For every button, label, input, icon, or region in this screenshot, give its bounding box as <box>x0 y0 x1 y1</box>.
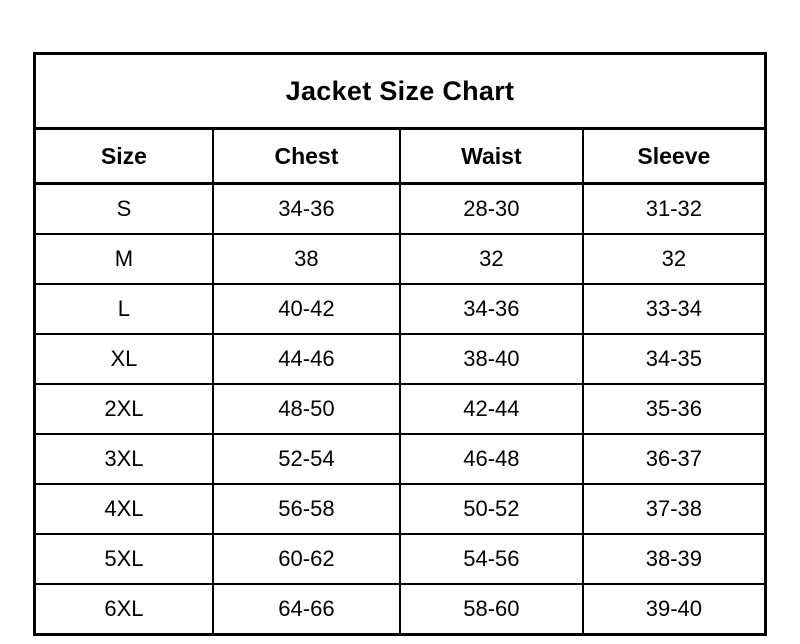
cell-sleeve: 35-36 <box>583 384 766 434</box>
cell-size: XL <box>35 334 213 384</box>
table-row <box>35 334 766 384</box>
column-header-sleeve: Sleeve <box>583 129 766 184</box>
cell-chest: 64-66 <box>213 584 400 635</box>
column-header-size: Size <box>35 129 213 184</box>
cell-sleeve: 34-35 <box>583 334 766 384</box>
table-row <box>35 534 766 584</box>
cell-chest: 44-46 <box>213 334 400 384</box>
size-chart-container <box>33 52 767 621</box>
cell-waist: 28-30 <box>400 184 583 235</box>
cell-chest: 40-42 <box>213 284 400 334</box>
cell-sleeve: 39-40 <box>583 584 766 635</box>
table-row <box>35 284 766 334</box>
page-title: Jacket Size Chart <box>35 54 766 129</box>
cell-sleeve: 37-38 <box>583 484 766 534</box>
cell-sleeve: 36-37 <box>583 434 766 484</box>
table-row <box>35 484 766 534</box>
cell-size: 6XL <box>35 584 213 635</box>
cell-waist: 54-56 <box>400 534 583 584</box>
cell-waist: 38-40 <box>400 334 583 384</box>
header-row <box>35 129 766 184</box>
column-header-waist: Waist <box>400 129 583 184</box>
table-row <box>35 434 766 484</box>
cell-size: M <box>35 234 213 284</box>
column-header-chest: Chest <box>213 129 400 184</box>
title-row <box>35 54 766 129</box>
table-row <box>35 584 766 635</box>
cell-chest: 52-54 <box>213 434 400 484</box>
cell-waist: 32 <box>400 234 583 284</box>
cell-size: S <box>35 184 213 235</box>
cell-waist: 58-60 <box>400 584 583 635</box>
cell-size: 4XL <box>35 484 213 534</box>
cell-sleeve: 38-39 <box>583 534 766 584</box>
table-row <box>35 384 766 434</box>
cell-size: 3XL <box>35 434 213 484</box>
cell-chest: 48-50 <box>213 384 400 434</box>
cell-chest: 60-62 <box>213 534 400 584</box>
cell-size: 5XL <box>35 534 213 584</box>
table-row <box>35 234 766 284</box>
cell-waist: 42-44 <box>400 384 583 434</box>
cell-sleeve: 31-32 <box>583 184 766 235</box>
cell-sleeve: 33-34 <box>583 284 766 334</box>
cell-waist: 34-36 <box>400 284 583 334</box>
cell-waist: 50-52 <box>400 484 583 534</box>
table-row <box>35 184 766 235</box>
cell-chest: 34-36 <box>213 184 400 235</box>
cell-waist: 46-48 <box>400 434 583 484</box>
cell-chest: 56-58 <box>213 484 400 534</box>
cell-chest: 38 <box>213 234 400 284</box>
cell-size: 2XL <box>35 384 213 434</box>
cell-size: L <box>35 284 213 334</box>
cell-sleeve: 32 <box>583 234 766 284</box>
size-chart-table <box>33 52 767 636</box>
